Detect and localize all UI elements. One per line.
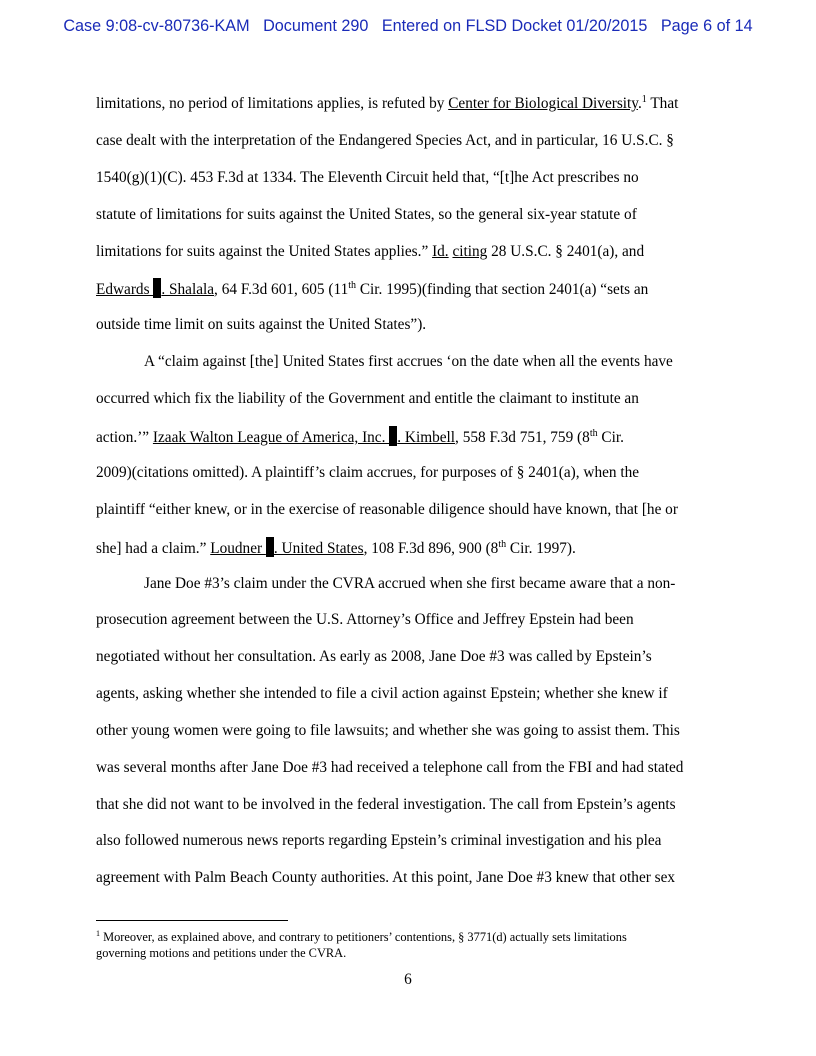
footnote-ref: 1 (641, 94, 647, 105)
case-citation: . Shalala (161, 281, 215, 298)
body-line-13: she] had a claim.” Loudner . United States, 108 F.3d 896, 900 (8th Cir. 1997). (96, 539, 576, 557)
case-citation: . United States (273, 540, 364, 557)
body-line-6: Edwards . Shalala, 64 F.3d 601, 605 (11th Cir. 1995)(finding that section 2401(a) “sets an (96, 280, 649, 298)
body-line-22: agreement with Palm Beach County authorities. At this point, Jane Doe #3 knew that other sex (96, 869, 676, 886)
body-line-3: 1540(g)(1)(C). 453 F.3d at 1334. The Eleventh Circuit held that, “[t]he Act prescribes no (96, 169, 639, 186)
case-citation: Loudner (210, 540, 266, 557)
body-line-2: case dealt with the interpretation of the Endangered Species Act, and in particular, 16 U.S.C. § (96, 132, 674, 149)
body-line-1: limitations, no period of limitations applies, is refuted by Center for Biological Diversity.$^1$ That (96, 94, 679, 112)
footnote-divider (96, 920, 288, 921)
body-line-19: was several months after Jane Doe #3 had received a telephone call from the FBI and had stated (96, 759, 684, 776)
docket-entry: Entered on FLSD Docket 01/20/2015 (381, 17, 648, 35)
body-line-16: negotiated without her consultation. As early as 2008, Jane Doe #3 was called by Epstein’s (96, 648, 652, 665)
case-citation: . Kimbell (397, 429, 456, 446)
body-line-15: prosecution agreement between the U.S. Attorney’s Office and Jeffrey Epstein had been (96, 611, 634, 628)
redaction-mark (266, 537, 274, 557)
body-line-20: that she did not want to be involved in the federal investigation. The call from Epstein’s agents (96, 796, 676, 813)
body-line-7: outside time limit on suits against the United States”). (96, 316, 427, 333)
body-line-12: plaintiff “either knew, or in the exercise of reasonable diligence should have known, that [he or (96, 501, 678, 518)
case-citation: Id. (432, 243, 449, 260)
body-line-14: Jane Doe #3’s claim under the CVRA accrued when she first became aware that a non- (144, 575, 676, 592)
body-line-9: occurred which fix the liability of the Government and entitle the claimant to institute an (96, 390, 639, 407)
footnote-marker: 1 (96, 929, 100, 938)
body-line-4: statute of limitations for suits against the United States, so the general six-year statute of (96, 206, 637, 223)
body-line-17: agents, asking whether she intended to file a civil action against Epstein; whether she knew if (96, 685, 668, 702)
case-citation: Edwards (96, 281, 154, 298)
case-citation: Center for Biological Diversity (448, 95, 638, 112)
page-of-total: Page 6 of 14 (660, 17, 753, 35)
body-line-5: limitations for suits against the United States applies.” Id. citing 28 U.S.C. § 2401(a), and (96, 243, 645, 260)
body-line-11: 2009)(citations omitted). A plaintiff’s claim accrues, for purposes of § 2401(a), when the (96, 464, 640, 481)
body-line-8: A “claim against [the] United States first accrues ‘on the date when all the events have (144, 353, 673, 370)
footnote-line-1: $^1$ Moreover, as explained above, and contrary to petitioners’ contentions, § 3771(d) actually sets limitations (96, 929, 627, 944)
document-number: Document 290 (263, 17, 369, 35)
case-number: Case 9:08-cv-80736-KAM (63, 17, 250, 35)
case-citation: citing (452, 243, 488, 260)
body-line-10: action.’” Izaak Walton League of America, Inc. . Kimbell, 558 F.3d 751, 759 (8th Cir. (96, 428, 624, 446)
docket-header (0, 17, 816, 36)
footnote-line-2: governing motions and petitions under the CVRA. (96, 946, 347, 960)
page-number: 6 (404, 971, 412, 988)
body-line-21: also followed numerous news reports regarding Epstein’s criminal investigation and his plea (96, 832, 662, 849)
body-line-18: other young women were going to file lawsuits; and whether she was going to assist them. This (96, 722, 680, 739)
case-citation: Izaak Walton League of America, Inc. (152, 429, 390, 446)
